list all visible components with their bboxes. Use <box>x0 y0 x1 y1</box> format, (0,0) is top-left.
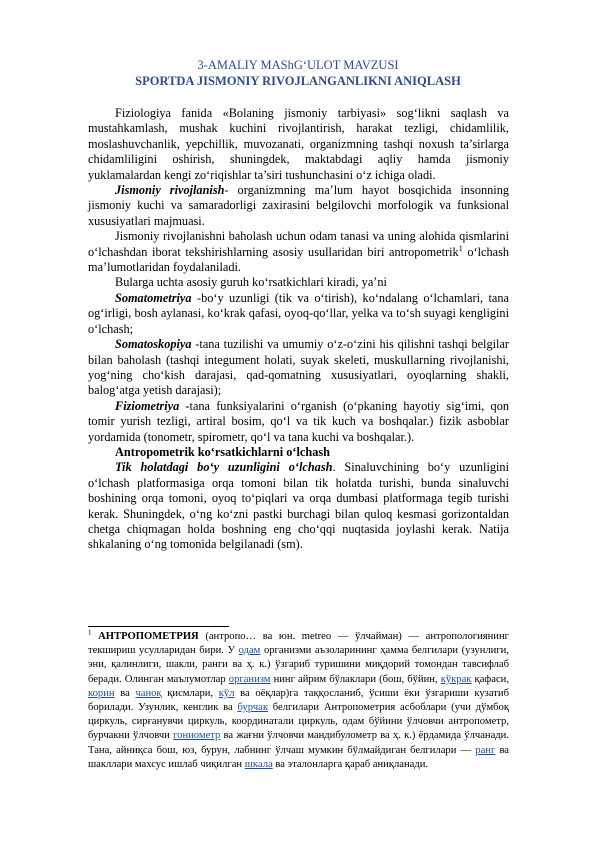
footnote-link[interactable]: одам <box>238 645 261 657</box>
footnote-link[interactable]: кўл <box>218 687 235 699</box>
paragraph-text: Jismoniy rivojlanishni baholash uchun odam tanasi va uning alohida qismlarini o‘lchashdan iborat tekshirishlarning asosiy usullaridan biri antropometrik <box>88 229 509 259</box>
term-height-measurement: Tik holatdagi bo‘y uzunligini o‘lchash <box>115 460 333 475</box>
paragraph-groups: Bularga uchta asosiy guruh ko‘rsatkichlari kiradi, ya’ni <box>115 275 387 290</box>
footnote-link[interactable]: бурчак <box>237 702 269 714</box>
section-heading: Antropometrik ko‘rsatkichlarni o‘lchash <box>115 444 330 459</box>
term-somatoscopy: Somatoskopiya <box>115 337 192 352</box>
paragraph-height-measurement <box>88 460 509 552</box>
paragraph-text: o‘lchash ma’lumotlaridan foydalaniladi. <box>88 244 510 275</box>
footnote-text: ва эталонларга қараб аниқланади. <box>272 758 429 770</box>
footnote-text: ва оёқлар)га таққосланиб, ўсиши ёки ўзгариши кузатиб борилади. Узунлик, кенглик ва <box>88 687 509 714</box>
lesson-subtitle: SPORTDA JISMONIY RIVOJLANGANLIKNI ANIQLASH <box>135 74 461 88</box>
footnote-link[interactable]: ранг <box>475 744 496 756</box>
definition-text: -bo‘y uzunligi (tik va o‘tirish), ko‘ndalang o‘lchamlari, tana og‘irligi, bosh aylanasi, ko‘krak qafasi, oyoq-qo‘llar, yelka va to‘sh suyagi kengligini o‘lchash; <box>88 290 509 336</box>
definition-text: - organizmning ma’lum hayot bosqichida insonning jismoniy kuchi va samaradorligi zaxirasini belgilovchi morfologik va funksional xususiyatlari majmuasi. <box>88 183 509 228</box>
footnote-link[interactable]: кўкрак <box>440 673 472 685</box>
document-body <box>88 106 509 553</box>
paragraph-text: . Sinaluvchining bo‘y uzunligini o‘lchash platformasiga orqa tomoni bilan tik holatda turishi, bunda sinaluvchi boshining orqa tomoni, oyoq to‘piqlari va orqa dumbasi platformaga tegib turishi kerak. Shuningdek, o‘ng ko‘zni pastki burchagi bilan quloq kesmasi gorizontaldan chetga chiqmagan holda boshning eng cho‘qqi nuqtasida joylashi kerak. Natija shkalaning o‘ng tomonida belgilanadi (sm). <box>88 460 509 552</box>
footnote-text: организми аъзоларининг ҳамма белгилари (узунлиги, эни, қалинлиги, шакли, ранги ва ҳ. к.) ўзгариб туришини миқдорий томондан тавсифлаб беради. Олинган маълумотлар <box>88 645 509 685</box>
definition-text: -tana funksiyalarini o‘rganish (o‘pkaning hayotiy sig‘imi, qon tomir yurish tezligi, artiral bosim, qo‘l va tik kuch va boshqalar.) fizik asboblar yordamida (tonometr, spirometr, qo‘l va tana kuchi va boshqalar.). <box>88 398 509 444</box>
footnote <box>88 630 509 772</box>
paragraph-physical-development <box>88 183 509 229</box>
paragraph-somatometry <box>88 291 509 337</box>
footnote-text: (антропо… ва юн. metreo — ўлчайман) — антропологиянинг текшириш усулларидан бири. У <box>88 631 509 657</box>
footnote-link[interactable]: корин <box>88 687 115 699</box>
footnote-link[interactable]: шкала <box>244 758 273 770</box>
footnote-text: ва <box>114 687 136 699</box>
footnote-text: қисмлари, <box>161 687 219 699</box>
footnote-reference[interactable]: 1 <box>458 243 463 253</box>
lesson-title: 3-AMALIY MAShG‘ULOT MAVZUSI <box>197 58 399 72</box>
footnote-separator <box>88 626 229 627</box>
footnote-link[interactable]: гониометр <box>173 730 221 742</box>
footnote-marker: 1 <box>88 628 92 637</box>
paragraph-somatoscopy <box>88 337 509 399</box>
footnote-link[interactable]: организм <box>228 673 271 685</box>
term-physical-development: Jismoniy rivojlanish <box>115 183 225 198</box>
term-somatometry: Somatometriya <box>115 290 192 305</box>
footnote-text: белгилари Антропометрия асбоблари (учи дўмбоқ циркуль, сирғанувчи циркуль, координатали циркуль, одам бўйини ўлчовчи антропометр, бурчакни ўлчовчи <box>88 702 509 742</box>
footnote-headword: АНТРОПОМЕТРИЯ <box>98 631 199 642</box>
paragraph-intro: Fiziologiya fanida «Bolaning jismoniy tarbiyasi» sog‘likni saqlash va mustahkamlash, mushak kuchini rivojlantirish, harakat tezligi, chidamlilik, moslashuvchanlik, yepchillik, muvozanati, organizmning tashqi noxush ta’sirlarga chidamliligini oshirish, shuningdek, maktabdagi aqliy hamda jismoniy yuklamalardan kengi zo‘riqishlar ta’siri tushunchasini o‘z ichiga oladi. <box>88 106 509 182</box>
definition-text: -tana tuzilishi va umumiy o‘z-o‘zini his qilishni tashqi belgilar bilan baholash (tashqi integument holati, suyak skeleti, muskullarning rivojlanishi, yog‘ning cho‘kish darajasi, qad-qomatning xususiyatlari, oyoqlarning shakli, balog‘atga yetish darajasi); <box>88 337 509 398</box>
paragraph-physiometry <box>88 399 509 445</box>
footnote-text: ва жағни ўлчовчи мандибулометр ва ҳ. к.) ёрдамида ўлчанади. Тана, айниқса бош, юз, бурун, лабнинг ўлчаш мумкин бўлмайдиган белгилари — <box>88 730 509 756</box>
footnote-text: ва шакллари махсус ишлаб чиқилган <box>88 744 510 770</box>
paragraph-anthropometry <box>88 229 509 275</box>
footnote-text: нинг айрим бўлаклари (бош, бўйин, <box>270 673 441 685</box>
footnote-link[interactable]: чаноқ <box>135 687 162 699</box>
footnote-text: қафаси, <box>471 673 509 685</box>
term-physiometry: Fiziometriya <box>115 398 180 413</box>
